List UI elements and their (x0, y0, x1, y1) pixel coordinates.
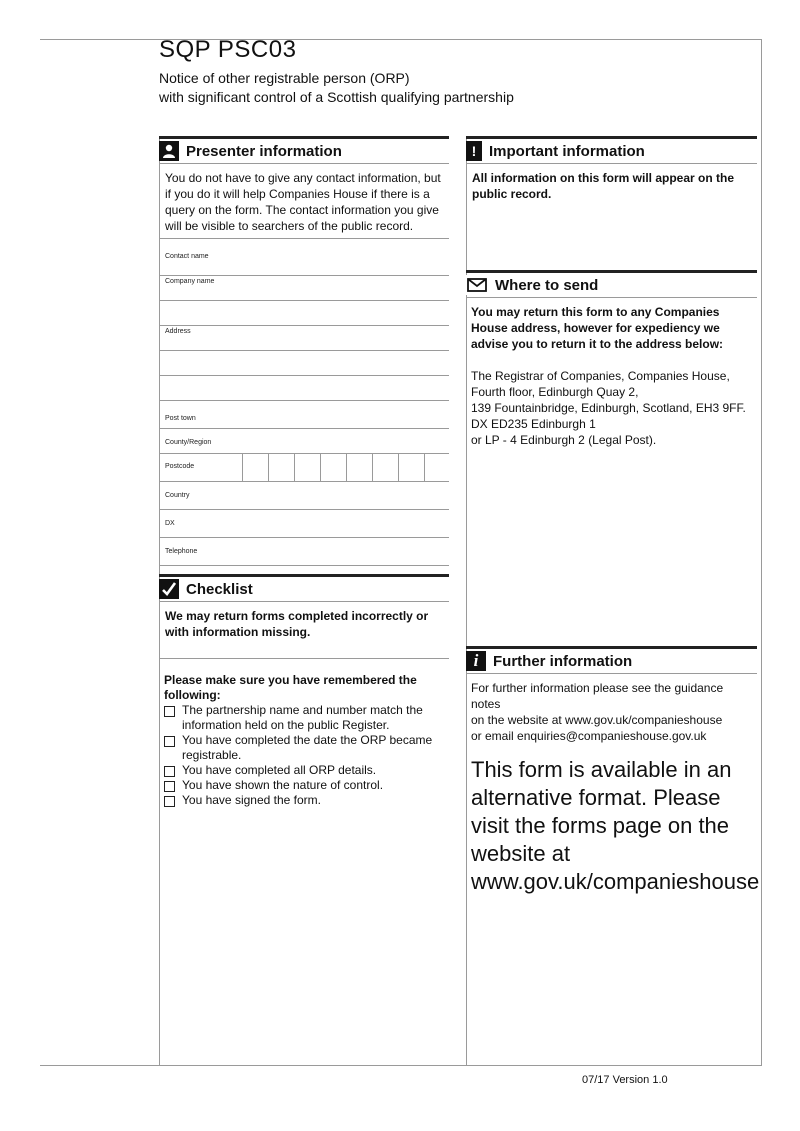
checklist-item[interactable] (159, 778, 449, 793)
address-field-2[interactable] (159, 351, 449, 376)
presenter-intro: You do not have to give any contact information, but if you do it will help Companies House if there is a query on the form. The contact information you give will be visible to searchers of the public record. (159, 164, 449, 238)
checklist-warning: We may return forms completed incorrectly or with information missing. (159, 602, 449, 658)
important-text: All information on this form will appear on the public record. (466, 164, 757, 244)
spacer (159, 659, 449, 673)
presenter-section-header (159, 136, 449, 163)
company-name-field-2[interactable] (159, 301, 449, 326)
important-section-header (466, 136, 757, 163)
further-info-line: or email enquiries@companieshouse.gov.uk (471, 729, 707, 743)
address-line: DX ED235 Edinburgh 1 (471, 417, 596, 431)
checklist-item[interactable] (159, 793, 449, 808)
company-name-label: Company name (165, 278, 215, 285)
right-rule (761, 39, 762, 1066)
checklist-item-text: You have completed the date the ORP became registrable. (182, 733, 433, 762)
spacer (466, 244, 757, 270)
checkbox-icon[interactable] (164, 796, 175, 807)
checklist-item[interactable] (159, 763, 449, 778)
address-line: 139 Fountainbridge, Edinburgh, Scotland, EH3 9FF. (471, 401, 746, 415)
person-icon (159, 141, 179, 161)
checklist-item[interactable] (159, 703, 449, 733)
post-town-label: Post town (165, 415, 196, 422)
where-to-send-title: Where to send (495, 276, 599, 294)
checkbox-icon[interactable] (164, 736, 175, 747)
company-name-field[interactable] (159, 276, 449, 301)
spacer (159, 566, 449, 574)
checklist-list (159, 703, 449, 808)
postcode-char-box[interactable] (372, 454, 398, 481)
form-subtitle-line1: Notice of other registrable person (ORP) (159, 70, 410, 86)
further-info-text (466, 674, 757, 748)
postcode-char-box[interactable] (242, 454, 268, 481)
address-line: The Registrar of Companies, Companies House, (471, 369, 730, 383)
checklist-item-text: The partnership name and number match the information held on the public Register. (182, 703, 423, 732)
checklist-item-text: You have shown the nature of control. (182, 778, 384, 792)
postcode-char-box[interactable] (398, 454, 424, 481)
envelope-icon (466, 275, 488, 295)
top-rule (40, 39, 762, 40)
county-field[interactable] (159, 429, 449, 454)
address-line: or LP - 4 Edinburgh 2 (Legal Post). (471, 433, 657, 447)
county-label: County/Region (165, 439, 212, 446)
dx-label: DX (165, 520, 175, 527)
registrar-address (466, 368, 757, 452)
checklist-item-text: You have completed all ORP details. (182, 763, 377, 777)
postcode-char-box[interactable] (268, 454, 294, 481)
exclamation-icon: ! (466, 141, 482, 161)
postcode-char-box[interactable] (346, 454, 372, 481)
telephone-field[interactable] (159, 538, 449, 566)
checkbox-icon[interactable] (164, 781, 175, 792)
spacer (466, 356, 757, 368)
further-info-title: Further information (493, 652, 633, 670)
postcode-char-box[interactable] (320, 454, 346, 481)
checkbox-icon[interactable] (164, 706, 175, 717)
checklist-item-text: You have signed the form. (182, 793, 321, 807)
alternative-format-notice: This form is available in an alternative format. Please visit the forms page on the website at www.gov.uk/companieshouse (471, 757, 760, 894)
postcode-char-box[interactable] (424, 454, 450, 481)
further-info-section-header (466, 646, 757, 673)
where-to-send-section-header (466, 270, 757, 297)
further-info-line: on the website at www.gov.uk/companieshouse (471, 713, 723, 727)
spacer (159, 239, 449, 251)
address-field[interactable] (159, 326, 449, 351)
where-to-send-intro: You may return this form to any Companies House address, however for expediency we advise you to return it to the address below: (471, 305, 724, 351)
address-field-3[interactable] (159, 376, 449, 401)
presenter-title: Presenter information (186, 142, 342, 160)
form-code: SQP PSC03 (159, 36, 297, 63)
bottom-rule (40, 1065, 762, 1066)
checklist-section-header (159, 574, 449, 601)
checklist-title: Checklist (186, 580, 253, 598)
checkmark-icon (159, 579, 179, 599)
post-town-field[interactable] (159, 401, 449, 429)
further-info-line: For further information please see the guidance notes (471, 681, 724, 711)
postcode-char-box[interactable] (294, 454, 320, 481)
form-subtitle-line2: with significant control of a Scottish qualifying partnership (159, 89, 514, 105)
checkbox-icon[interactable] (164, 766, 175, 777)
postcode-field[interactable] (159, 454, 449, 482)
left-column (159, 136, 449, 808)
telephone-label: Telephone (165, 548, 198, 555)
right-column (466, 136, 760, 894)
contact-name-field[interactable] (159, 251, 449, 276)
contact-name-label: Contact name (165, 253, 209, 260)
country-label: Country (165, 492, 190, 499)
postcode-label: Postcode (165, 463, 195, 470)
country-field[interactable] (159, 482, 449, 510)
checklist-prompt: Please make sure you have remembered the following: (164, 673, 417, 702)
info-icon: i (466, 651, 486, 671)
dx-field[interactable] (159, 510, 449, 538)
checklist-item[interactable] (159, 733, 449, 763)
address-label: Address (165, 328, 191, 335)
address-line: Fourth floor, Edinburgh Quay 2, (471, 385, 639, 399)
version-footer: 07/17 Version 1.0 (582, 1074, 668, 1086)
important-title: Important information (489, 142, 645, 160)
further-info-block (466, 646, 760, 896)
